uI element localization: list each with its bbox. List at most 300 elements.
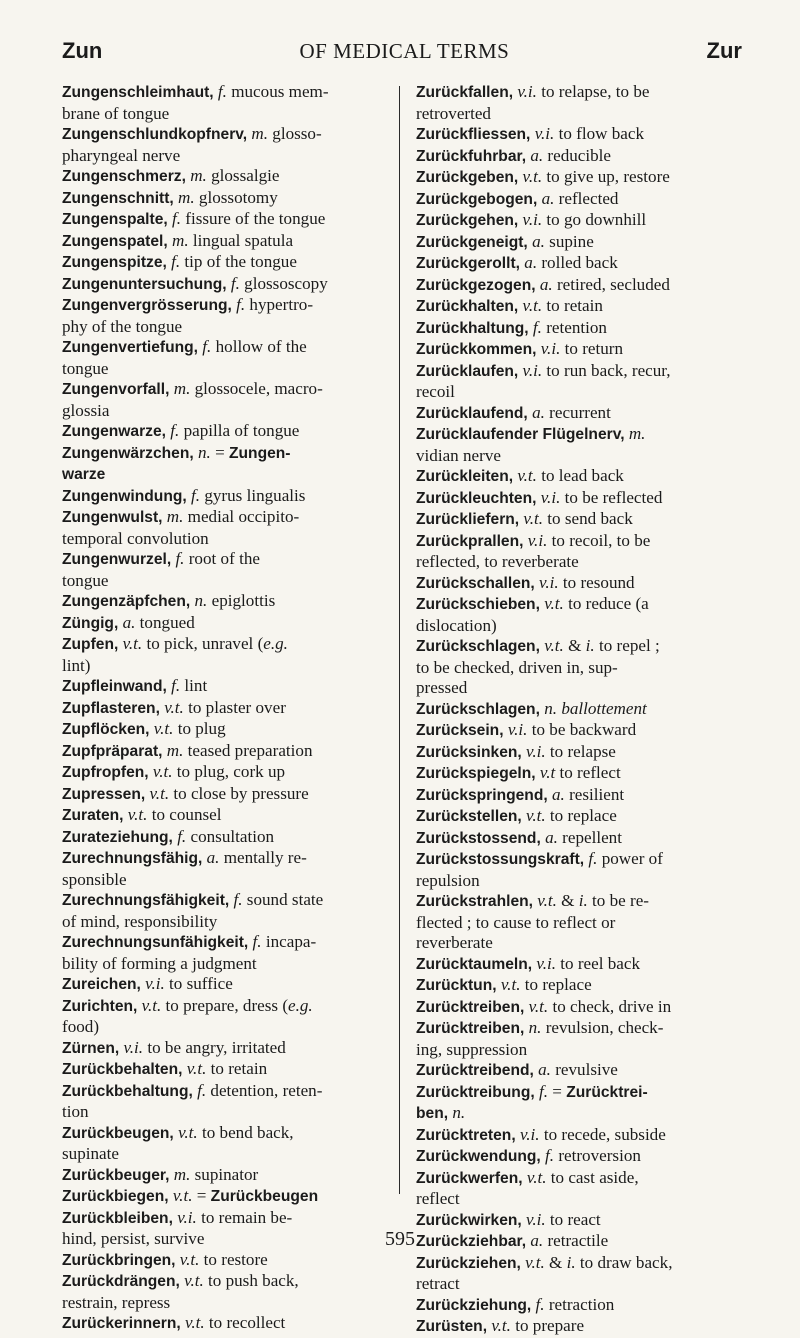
headword: Zurückliefern,	[416, 511, 520, 528]
grammar-label: v.i.	[539, 572, 559, 592]
definition-text: repulsion	[416, 870, 480, 890]
running-title: OF MEDICAL TERMS	[299, 39, 510, 63]
entry-line	[416, 954, 742, 976]
headword: Zungenzäpfchen,	[62, 593, 191, 610]
headword: Zurücklaufender Flügelnerv,	[416, 426, 625, 443]
definition-text: rolled back	[537, 253, 618, 272]
grammar-label: v.t.	[179, 1249, 200, 1269]
page-number: 595	[385, 1228, 415, 1250]
definition-text: glossalgie	[206, 166, 280, 185]
entry-line	[62, 337, 387, 359]
grammar-label: v.t.	[544, 636, 564, 655]
entry-line	[416, 1189, 742, 1210]
grammar-label: f.	[233, 890, 243, 909]
headword: Zungenspitze,	[62, 254, 167, 271]
definition-text: revulsion, check-	[541, 1018, 664, 1037]
definition-text: to prepare	[510, 1316, 585, 1335]
entry-line	[416, 1295, 742, 1317]
headword: Zungenvorfall,	[62, 381, 170, 398]
grammar-label: v.t.	[127, 805, 148, 824]
headword: Zungenwindung,	[62, 487, 187, 505]
headword: Zurückbringen,	[62, 1251, 176, 1269]
entry-line	[416, 318, 742, 340]
headword: Zupfpräparat,	[62, 742, 163, 760]
definition-text: to relapse	[545, 741, 616, 761]
definition-text: to restore	[199, 1249, 268, 1269]
definition-text: dislocation)	[416, 615, 497, 635]
entry-line	[62, 698, 387, 720]
grammar-label: a.	[530, 1231, 544, 1250]
grammar-label: n.	[452, 1103, 466, 1122]
definition-text: to draw back,	[575, 1252, 673, 1272]
entry-line	[62, 719, 387, 741]
entry-line	[416, 403, 742, 425]
grammar-label: a.	[538, 1060, 551, 1079]
headword: Zurücktreiben,	[416, 1020, 525, 1037]
running-header	[62, 38, 742, 68]
grammar-label: n.	[544, 698, 558, 718]
entry-line	[62, 252, 387, 274]
definition-text: to replace	[545, 806, 617, 825]
grammar-label: m.	[628, 424, 646, 443]
entry-line	[62, 443, 387, 465]
grammar-label: v.t.	[141, 995, 162, 1015]
headword: Zurückziehung,	[416, 1296, 532, 1314]
entry-line	[62, 507, 387, 529]
grammar-label: m.	[166, 740, 184, 760]
grammar-label: f.	[171, 209, 182, 228]
entry-line	[416, 1274, 742, 1295]
grammar-label: v.t.	[149, 783, 170, 803]
definition-text: to retain	[206, 1059, 268, 1078]
entry-line	[416, 806, 742, 828]
entry-line	[62, 317, 387, 338]
grammar-label: n.	[528, 1018, 542, 1037]
entry-line	[62, 1271, 387, 1293]
entry-line	[62, 656, 387, 677]
grammar-label: f.	[177, 826, 187, 846]
entry-line	[416, 616, 742, 637]
definition-text: to send back	[543, 509, 633, 528]
headword: Zurichten,	[62, 997, 138, 1015]
definition-text: to be checked, driven in, sup-	[416, 657, 618, 677]
definition-text: lint)	[62, 655, 91, 675]
grammar-label: v.t.	[186, 1059, 207, 1078]
entry-line	[416, 210, 742, 232]
definition-text: recurrent	[544, 402, 611, 422]
headword: Zurücksinken,	[416, 743, 522, 761]
entry-line	[62, 1081, 387, 1103]
grammar-label: f.	[171, 676, 181, 695]
definition-text: to be backward	[527, 720, 637, 739]
definition-text: to recede, subside	[539, 1124, 666, 1144]
entry-line	[62, 486, 387, 508]
grammar-label: v.t.	[178, 1122, 198, 1142]
entry-line	[62, 1038, 387, 1060]
definition-text: teased preparation	[183, 740, 313, 760]
headword: Zurüsten,	[416, 1318, 488, 1335]
definition-text: restrain, repress	[62, 1292, 171, 1312]
definition-text: to relapse, to be	[536, 82, 650, 101]
entry-line	[416, 1316, 742, 1338]
headword: Zurechnungsunfähigkeit,	[62, 934, 249, 951]
definition-text: resilient	[564, 784, 625, 804]
grammar-label: f.	[202, 337, 212, 356]
headword: Zurückfliessen,	[416, 126, 531, 143]
definition-text: temporal convolution	[62, 528, 209, 548]
entry-line	[62, 104, 387, 125]
grammar-label: m.	[173, 1164, 191, 1184]
headword: Zurückschlagen,	[416, 700, 540, 718]
grammar-label: a.	[545, 827, 558, 847]
headword: Zurückwerfen,	[416, 1169, 523, 1187]
definition-text: to go downhill	[542, 210, 647, 229]
grammar-label: f.	[171, 252, 181, 271]
definition-text: food)	[62, 1017, 100, 1036]
grammar-label: f.	[538, 1081, 549, 1101]
entry-line	[416, 82, 742, 104]
grammar-label: f.	[252, 932, 262, 951]
entry-line	[416, 678, 742, 699]
definition-text: tip of the tongue	[180, 252, 297, 271]
headword: Zungenschmerz,	[62, 168, 186, 185]
definition-text: detention, reten-	[206, 1080, 323, 1100]
definition-text: phy of the tongue	[62, 316, 183, 336]
entry-line	[62, 890, 387, 912]
entry-line	[62, 634, 387, 656]
definition-text: =	[210, 442, 229, 462]
grammar-label: a.	[530, 145, 544, 165]
definition-text: tongued	[135, 612, 195, 632]
headword: ben,	[416, 1105, 449, 1122]
definition-text: to suffice	[164, 974, 233, 993]
definition-text: to be re-	[587, 891, 649, 910]
entry-line	[416, 167, 742, 189]
entry-line	[416, 488, 742, 510]
entry-line	[62, 1313, 387, 1335]
grammar-label: v.t.	[185, 1313, 205, 1332]
grammar-label: v.i.	[519, 1124, 540, 1144]
entry-line	[416, 552, 742, 573]
definition-text: &	[544, 1252, 567, 1272]
grammar-label: v.t.	[153, 719, 174, 738]
entry-line	[62, 571, 387, 592]
grammar-label: v.i.	[536, 953, 557, 973]
grammar-label: v.i.	[522, 210, 543, 229]
definition-text: supinate	[62, 1144, 119, 1163]
headword: Zurückgeneigt,	[416, 233, 528, 251]
entry-line	[62, 762, 387, 784]
headword: Zurückstossend,	[416, 829, 541, 847]
entry-line	[416, 124, 742, 146]
headword: Zurateziehung,	[62, 828, 173, 846]
definition-text: to recoil, to be	[547, 530, 651, 550]
grammar-label: n.	[194, 591, 208, 610]
entry-line	[62, 379, 387, 401]
headword: Zurücktreibend,	[416, 1062, 534, 1079]
definition-text: to pick, unravel (	[142, 634, 264, 653]
entry-line	[62, 741, 387, 763]
headword: Zupfropfen,	[62, 764, 149, 781]
definition-text: revulsive	[550, 1060, 618, 1079]
entry-line	[416, 933, 742, 954]
grammar-label: i.	[566, 1252, 576, 1272]
definition-text: retired, secluded	[552, 274, 670, 294]
entry-line	[62, 188, 387, 210]
entry-line	[62, 82, 387, 104]
definition-text: glossocele, macro-	[190, 379, 323, 398]
grammar-label: v.t.	[523, 509, 544, 528]
entry-line	[416, 361, 742, 383]
entry-line	[62, 827, 387, 849]
grammar-label: v.i.	[534, 124, 555, 143]
headword: Zurückbleiben,	[62, 1209, 173, 1227]
headword: Zungenwarze,	[62, 423, 166, 440]
grammar-label: v.t.	[184, 1271, 204, 1290]
right-column	[416, 82, 742, 1335]
headword: Zurücktrei-	[566, 1083, 648, 1101]
entry-line	[62, 784, 387, 806]
grammar-label: f.	[217, 82, 227, 101]
definition-text: brane of tongue	[62, 103, 170, 123]
headword: Zurücktreten,	[416, 1126, 516, 1144]
grammar-label: v.i.	[540, 487, 561, 507]
definition-text: papilla of tongue	[179, 421, 300, 440]
grammar-label: e.g.	[288, 995, 313, 1015]
headword: Züngig,	[62, 614, 119, 632]
definition-text: to resound	[558, 572, 635, 592]
definition-text: to return	[560, 339, 624, 358]
grammar-label: f.	[588, 849, 598, 868]
grammar-label: v.t.	[544, 594, 564, 613]
entry-line	[62, 848, 387, 870]
entry-line	[62, 613, 387, 635]
grammar-label: v.i.	[522, 360, 543, 380]
entry-line	[416, 466, 742, 488]
grammar-label: m.	[171, 230, 189, 250]
grammar-label: v.i.	[507, 720, 528, 739]
headword: Zurückbeuger,	[62, 1166, 170, 1184]
headword: Zurückfuhrbar,	[416, 147, 527, 165]
grammar-label: e.g.	[263, 634, 288, 653]
headword: Zurückerinnern,	[62, 1315, 181, 1332]
entry-line	[62, 932, 387, 954]
headword: Zurückbeugen	[210, 1188, 319, 1205]
headword: Zurückstrahlen,	[416, 893, 533, 910]
grammar-label: f.	[545, 1146, 555, 1165]
left-column	[62, 82, 387, 1332]
definition-text: retraction	[544, 1294, 615, 1314]
definition-text: to flow back	[554, 124, 645, 143]
grammar-label: f.	[170, 421, 180, 440]
entry-line	[416, 382, 742, 403]
definition-text: supinator	[190, 1164, 259, 1184]
headword: Zurückleiten,	[416, 468, 514, 485]
headword: Zungenwurzel,	[62, 551, 172, 568]
entry-line	[62, 274, 387, 296]
headword: Zurückbehalten,	[62, 1061, 183, 1078]
definition-text: tion	[62, 1102, 89, 1121]
definition-text: tongue	[62, 570, 109, 590]
definition-text: of mind, responsibility	[62, 911, 218, 931]
entry-line	[416, 104, 742, 125]
headword: Zürnen,	[62, 1039, 120, 1057]
headword: Zupfen,	[62, 636, 119, 653]
entry-line	[416, 849, 742, 871]
definition-text: hollow of the	[211, 337, 307, 356]
entry-line	[62, 591, 387, 613]
entry-line	[416, 509, 742, 531]
grammar-label: v.t	[539, 763, 556, 782]
definition-text: reducible	[543, 145, 612, 165]
definition-text: to plug, cork up	[172, 762, 286, 781]
grammar-label: v.t.	[526, 1167, 547, 1187]
definition-text: to check, drive in	[548, 996, 672, 1016]
headword: Zurückstellen,	[416, 808, 522, 825]
grammar-label: m.	[178, 187, 195, 207]
definition-text: retract	[416, 1274, 460, 1293]
entry-line	[416, 871, 742, 892]
entry-line	[416, 531, 742, 553]
entry-line	[416, 1168, 742, 1190]
headword: Zurückprallen,	[416, 532, 524, 550]
entry-line	[416, 891, 742, 913]
grammar-label: v.t.	[122, 634, 143, 653]
entry-line	[416, 742, 742, 764]
entry-line	[62, 996, 387, 1018]
entry-line	[62, 1123, 387, 1145]
definition-text: to remain be-	[196, 1207, 293, 1227]
headword: Zungenschleimhaut,	[62, 84, 214, 101]
entry-line	[416, 1146, 742, 1168]
entry-line	[416, 594, 742, 616]
grammar-label: ballottement	[561, 698, 647, 718]
grammar-label: a.	[532, 231, 545, 251]
definition-text: to replace	[520, 975, 592, 994]
definition-text: =	[192, 1186, 211, 1205]
definition-text: to lead back	[536, 466, 624, 485]
definition-text: to reel back	[556, 953, 641, 973]
headword: Zurücktaumeln,	[416, 955, 533, 973]
grammar-label: v.i.	[526, 1209, 546, 1229]
definition-text: root of the	[184, 549, 260, 568]
grammar-label: f.	[191, 485, 201, 505]
entry-line	[62, 295, 387, 317]
grammar-label: v.t.	[525, 1252, 545, 1272]
headword: Zurückziehen,	[416, 1254, 521, 1272]
entry-line	[416, 1018, 742, 1040]
column-divider	[399, 86, 400, 1194]
grammar-label: v.i.	[177, 1207, 197, 1227]
entry-line	[416, 720, 742, 742]
grammar-label: v.t.	[526, 806, 546, 825]
headword: Zurückkommen,	[416, 341, 537, 358]
headword: Zungenwulst,	[62, 509, 163, 526]
grammar-label: a.	[539, 274, 553, 294]
definition-text: glossia	[62, 400, 110, 420]
entry-line	[62, 1165, 387, 1187]
entry-line	[62, 464, 387, 486]
entry-line	[416, 1082, 742, 1104]
headword: Zurückspiegeln,	[416, 765, 536, 782]
headword: Zurückgezogen,	[416, 276, 536, 294]
entry-line	[62, 166, 387, 188]
grammar-label: f.	[175, 549, 185, 568]
definition-text: to plug	[173, 719, 226, 738]
right-guide-word: Zur	[706, 38, 742, 63]
entry-line	[62, 529, 387, 550]
definition-text: reflected	[554, 188, 619, 208]
grammar-label: m.	[166, 507, 184, 526]
headword: Zureichen,	[62, 976, 141, 993]
definition-text: vidian nerve	[416, 445, 501, 465]
grammar-label: v.t.	[522, 167, 543, 186]
grammar-label: v.t.	[517, 466, 537, 485]
headword: Zungenspatel,	[62, 232, 168, 250]
entry-line	[416, 636, 742, 658]
definition-text: fissure of the tongue	[181, 209, 326, 228]
headword: warze	[62, 466, 106, 483]
grammar-label: v.i.	[526, 741, 546, 761]
definition-text: to give up, restore	[542, 167, 670, 186]
headword: Zurückleuchten,	[416, 489, 537, 507]
headword: Zurechnungsfähigkeit,	[62, 892, 230, 909]
grammar-label: a.	[541, 188, 555, 208]
grammar-label: v.t.	[500, 975, 521, 994]
grammar-label: i.	[585, 636, 595, 655]
headword: Zurückschieben,	[416, 596, 540, 613]
definition-text: to bend back,	[197, 1122, 294, 1142]
definition-text: sound state	[242, 890, 324, 909]
definition-text: glosso-	[268, 124, 322, 143]
definition-text: lingual spatula	[188, 230, 294, 250]
definition-text: to reflect	[555, 763, 621, 782]
grammar-label: f.	[230, 273, 240, 293]
grammar-label: m.	[190, 166, 207, 185]
headword: Zurückgebogen,	[416, 190, 538, 208]
definition-text: epiglottis	[207, 591, 276, 610]
definition-text: lint	[180, 676, 208, 695]
headword: Zungenschlundkopfnerv,	[62, 126, 248, 143]
definition-text: =	[548, 1081, 567, 1101]
entry-line	[416, 146, 742, 168]
entry-line	[62, 1059, 387, 1081]
definition-text: hypertro-	[245, 295, 314, 314]
definition-text: mucous mem-	[226, 82, 329, 101]
entry-line	[416, 446, 742, 467]
grammar-label: f.	[532, 317, 542, 337]
definition-text: sponsible	[62, 869, 127, 889]
headword: Zuraten,	[62, 807, 124, 824]
grammar-label: f.	[535, 1294, 545, 1314]
grammar-label: m.	[251, 124, 269, 143]
grammar-label: v.t.	[152, 762, 173, 781]
grammar-label: i.	[578, 891, 588, 910]
headword: Zupressen,	[62, 785, 146, 803]
entry-line	[416, 296, 742, 318]
grammar-label: a.	[206, 848, 220, 867]
headword: Zurückgeben,	[416, 169, 519, 186]
grammar-label: f.	[197, 1080, 207, 1100]
entry-line	[416, 253, 742, 275]
definition-text: to prepare, dress (	[161, 995, 289, 1015]
entry-line	[62, 676, 387, 698]
headword: Zurückschlagen,	[416, 638, 540, 655]
entry-line	[62, 1144, 387, 1165]
headword: Zurückhaltung,	[416, 319, 529, 337]
grammar-label: n.	[197, 442, 211, 462]
entry-line	[416, 763, 742, 785]
